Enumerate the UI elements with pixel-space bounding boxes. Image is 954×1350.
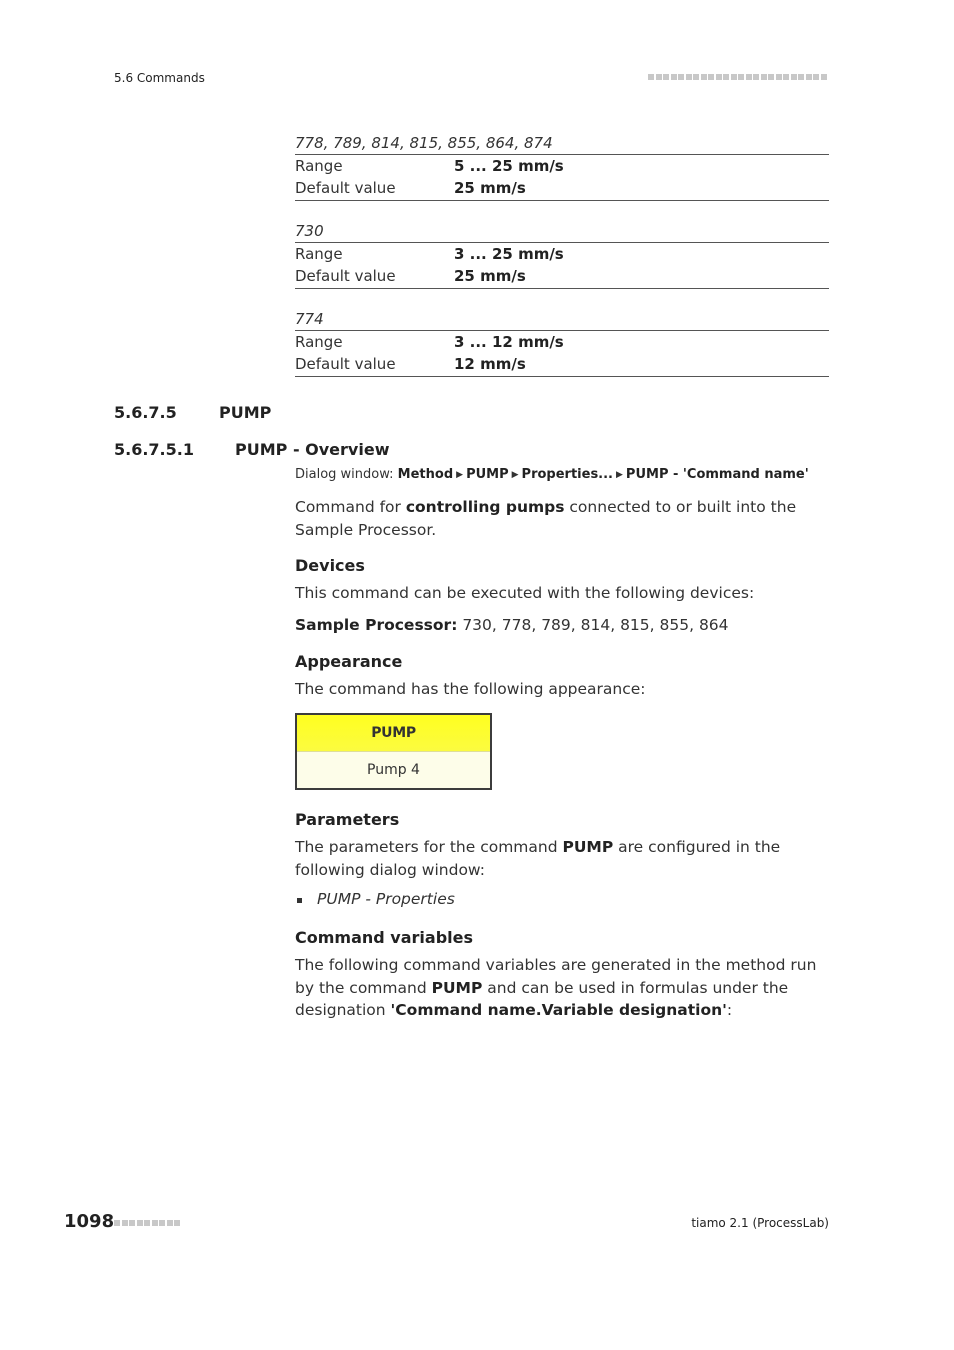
running-header-section: 5.6 Commands xyxy=(114,71,205,85)
command-variables-heading: Command variables xyxy=(295,928,473,947)
spec-row xyxy=(295,155,829,177)
spec-table xyxy=(295,221,829,289)
triangle-right-icon: ▶ xyxy=(456,470,464,480)
devices-heading: Devices xyxy=(295,556,365,575)
header-dots-decoration xyxy=(648,74,829,82)
dialog-path-step: PUMP xyxy=(466,467,509,482)
triangle-right-icon: ▶ xyxy=(616,470,623,480)
spec-label: Default value xyxy=(295,179,396,197)
footer-product: tiamo 2.1 (ProcessLab) xyxy=(691,1216,829,1230)
spec-row xyxy=(295,331,829,353)
spec-table xyxy=(295,133,829,201)
triangle-right-icon: ▶ xyxy=(511,470,519,480)
spec-value: 25 mm/s xyxy=(454,179,526,197)
spec-caption: 778, 789, 814, 815, 855, 864, 874 xyxy=(295,133,829,155)
spec-row xyxy=(295,177,829,199)
command-variables-bold: PUMP xyxy=(431,978,483,997)
section-number: 5.6.7.5 xyxy=(114,403,177,422)
parameters-bold: PUMP xyxy=(562,838,614,856)
spec-table xyxy=(295,309,829,377)
appearance-heading: Appearance xyxy=(295,652,403,671)
spec-divider xyxy=(295,288,829,289)
parameters-heading: Parameters xyxy=(295,810,400,829)
spec-row xyxy=(295,243,829,265)
spec-label: Default value xyxy=(295,267,396,285)
command-variables-text: The following command variables are generated in the method run by the command PUMP and can be used in formulas under the designation 'Command name.Variable designation': xyxy=(295,956,817,1019)
dialog-path-step: Method xyxy=(397,467,454,482)
page-number: 1098 xyxy=(64,1211,115,1232)
intro-bold: controlling pumps xyxy=(405,498,565,516)
command-box-name: Pump 4 xyxy=(297,751,490,789)
intro-paragraph: Command for controlling pumps connected to or built into the Sample Processor. xyxy=(295,498,797,539)
command-box-title: PUMP xyxy=(297,715,490,751)
spec-value: 3 ... 12 mm/s xyxy=(454,333,564,351)
section-title: PUMP xyxy=(219,403,272,422)
parameters-text: The parameters for the command PUMP are configured in the following dialog window: xyxy=(295,838,781,879)
spec-row xyxy=(295,265,829,287)
spec-row xyxy=(295,353,829,375)
devices-list: Sample Processor: 730, 778, 789, 814, 815, 855, 864 xyxy=(295,616,729,634)
parameters-link-item[interactable]: PUMP - Properties xyxy=(317,890,455,908)
spec-label: Range xyxy=(295,157,343,175)
dialog-path-prefix: Dialog window: xyxy=(295,467,394,482)
devices-text: This command can be executed with the following devices: xyxy=(295,584,755,602)
spec-caption: 730 xyxy=(295,221,829,243)
bullet-square-icon xyxy=(297,898,302,903)
spec-value: 12 mm/s xyxy=(454,355,526,373)
spec-divider xyxy=(295,376,829,377)
spec-value: 5 ... 25 mm/s xyxy=(454,157,564,175)
subsection-title: PUMP - Overview xyxy=(235,440,390,459)
dialog-path-step: PUMP - 'Command name' xyxy=(625,467,809,482)
devices-label: Sample Processor: xyxy=(295,616,458,634)
footer-dots-decoration xyxy=(114,1220,184,1228)
section-heading xyxy=(114,403,271,422)
spec-label: Range xyxy=(295,333,343,351)
dialog-path xyxy=(295,467,809,482)
spec-value: 3 ... 25 mm/s xyxy=(454,245,564,263)
command-variables-designation: 'Command name.Variable designation' xyxy=(390,1001,727,1019)
spec-divider xyxy=(295,200,829,201)
command-appearance-box xyxy=(295,713,492,790)
dialog-path-step: Properties... xyxy=(521,467,613,482)
spec-label: Range xyxy=(295,245,343,263)
subsection-number: 5.6.7.5.1 xyxy=(114,440,194,459)
spec-caption: 774 xyxy=(295,309,829,331)
spec-value: 25 mm/s xyxy=(454,267,526,285)
subsection-heading xyxy=(114,440,389,459)
appearance-text: The command has the following appearance: xyxy=(295,680,646,698)
spec-label: Default value xyxy=(295,355,396,373)
